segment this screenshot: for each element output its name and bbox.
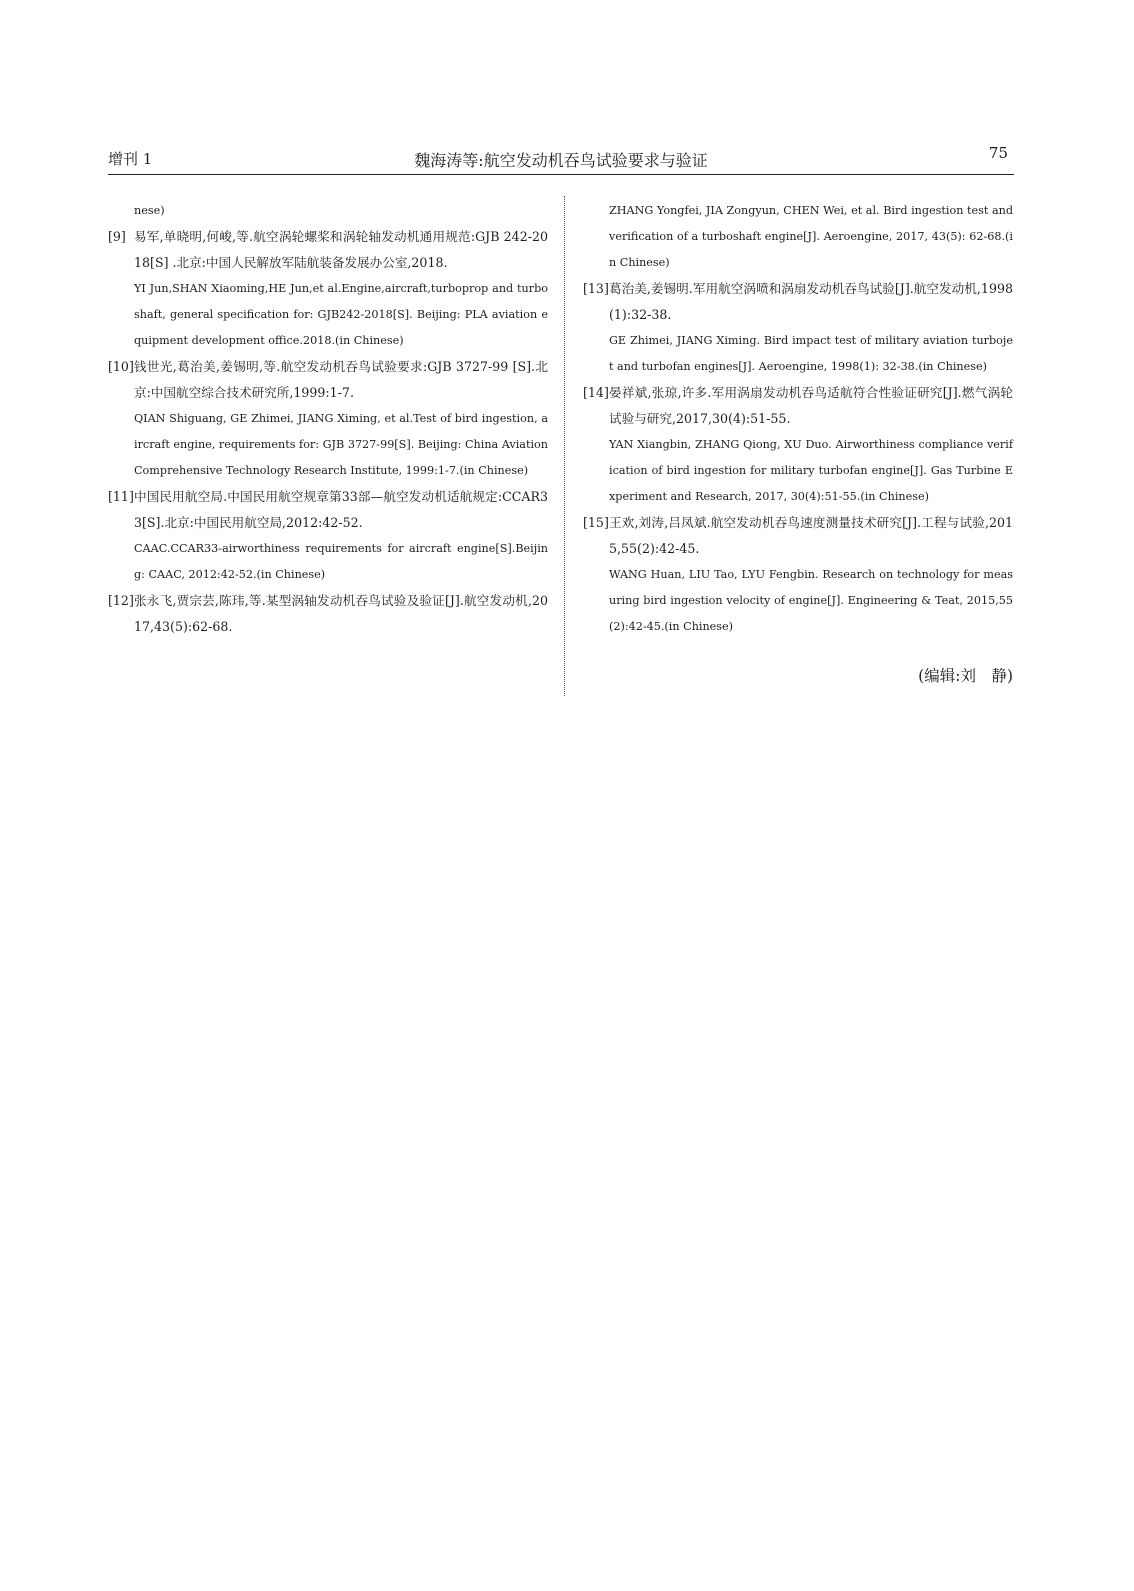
reference-chinese-text: 钱世光,葛治美,姜锡明,等.航空发动机吞鸟试验要求:GJB 3727-99 [S].北京:中国航空综合技术研究所,1999:1-7. (134, 359, 548, 400)
reference-english-text: YAN Xiangbin, ZHANG Qiong, XU Duo. Airworthiness compliance verification of bird ingestion for military turbofan engine[J]. Gas Turbine Experiment and Research, 2017, 30(4):51-55.(in Chinese) (609, 438, 1013, 503)
reference-english-text: GE Zhimei, JIANG Ximing. Bird impact test of military aviation turbojet and turbofan engines[J]. Aeroengine, 1998(1): 32-38.(in Chinese) (609, 334, 1013, 373)
reference-item-14 (583, 380, 1013, 510)
reference-item-13 (583, 276, 1013, 380)
reference-number: [11] (108, 489, 134, 504)
reference-chinese-text: 中国民用航空局.中国民用航空规章第33部—航空发动机适航规定:CCAR33[S].北京:中国民用航空局,2012:42-52. (134, 489, 548, 530)
article-running-title: 魏海涛等:航空发动机吞鸟试验要求与验证 (414, 151, 708, 170)
reference-number: [10] (108, 359, 134, 374)
reference-english-text: WANG Huan, LIU Tao, LYU Fengbin. Research on technology for measuring bird ingestion velocity of engine[J]. Engineering & Teat, 2015,55(2):42-45.(in Chinese) (609, 568, 1013, 633)
reference-number: [14] (583, 385, 609, 400)
reference-item-15 (583, 510, 1013, 640)
right-column (583, 198, 1013, 640)
reference-chinese-text: 易军,单晓明,何峻,等.航空涡轮螺桨和涡轮轴发动机通用规范:GJB 242-2018[S] .北京:中国人民解放军陆航装备发展办公室,2018. (134, 229, 548, 270)
reference-carry-over: ZHANG Yongfei, JIA Zongyun, CHEN Wei, et al. Bird ingestion test and verification of a turboshaft engine[J]. Aeroengine, 2017, 43(5): 62-68.(in Chinese) (609, 204, 1013, 269)
reference-english-text: CAAC.CCAR33-airworthiness requirements for aircraft engine[S].Beijing: CAAC, 2012:42-52.(in Chinese) (134, 542, 548, 581)
reference-chinese-text: 晏祥斌,张琼,许多.军用涡扇发动机吞鸟适航符合性验证研究[J].燃气涡轮试验与研究,2017,30(4):51-55. (609, 385, 1013, 426)
reference-chinese-text: 张永飞,贾宗芸,陈玮,等.某型涡轴发动机吞鸟试验及验证[J].航空发动机,2017,43(5):62-68. (134, 593, 548, 634)
reference-chinese-text: 王欢,刘涛,吕凤斌.航空发动机吞鸟速度测量技术研究[J].工程与试验,2015,55(2):42-45. (609, 515, 1013, 556)
reference-number: [13] (583, 281, 609, 296)
reference-english-text: QIAN Shiguang, GE Zhimei, JIANG Ximing, et al.Test of bird ingestion, aircraft engine, requirements for: GJB 3727-99[S]. Beijing: China Aviation Comprehensive Technology Research Institute, 1999:1-7.(in Chinese) (134, 412, 548, 477)
reference-item-9 (108, 224, 548, 354)
reference-chinese-text: 葛治美,姜锡明.军用航空涡喷和涡扇发动机吞鸟试验[J].航空发动机,1998(1):32-38. (609, 281, 1013, 322)
reference-number: [9] (108, 229, 126, 244)
reference-carry-over: nese) (134, 204, 165, 217)
editor-credit: (编辑:刘 静) (918, 667, 1013, 685)
page-number: 75 (988, 144, 1008, 162)
running-header (108, 144, 1014, 175)
issue-label: 增刊 1 (108, 150, 153, 168)
reference-item-11 (108, 484, 548, 588)
reference-item-12 (108, 588, 548, 640)
column-divider (564, 196, 565, 696)
reference-number: [15] (583, 515, 609, 530)
left-column (108, 198, 548, 640)
reference-english-text: YI Jun,SHAN Xiaoming,HE Jun,et al.Engine,aircraft,turboprop and turboshaft, general specification for: GJB242-2018[S]. Beijing: PLA aviation equipment development office.2018.(in Chinese) (134, 282, 548, 347)
reference-number: [12] (108, 593, 134, 608)
reference-item-10 (108, 354, 548, 484)
